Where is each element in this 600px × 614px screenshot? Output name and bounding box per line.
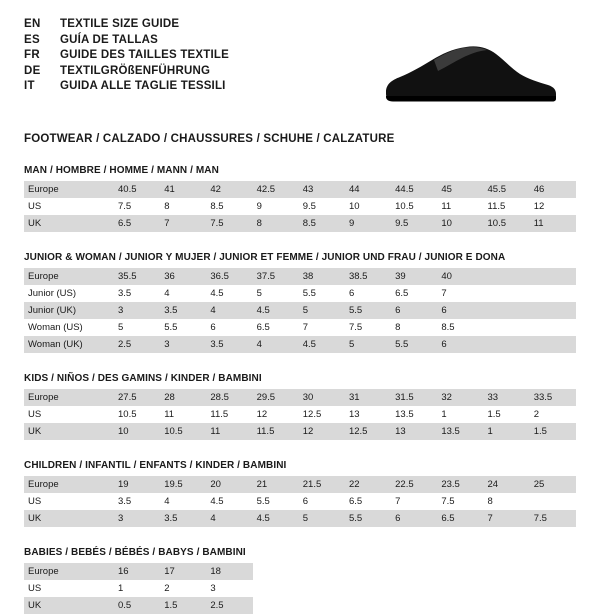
cell: 31 — [345, 389, 391, 406]
cell: 6 — [345, 285, 391, 302]
cell: 5.5 — [391, 336, 437, 353]
cell: 13.5 — [391, 406, 437, 423]
cell: 28.5 — [206, 389, 252, 406]
table-row — [24, 336, 576, 353]
cell: 3.5 — [160, 510, 206, 527]
cell: 11 — [437, 198, 483, 215]
row-label: Woman (UK) — [24, 336, 114, 353]
cell: 8.5 — [206, 198, 252, 215]
group-title: BABIES / BEBÉS / BÉBÉS / BABYS / BAMBINI — [24, 547, 246, 558]
row-label: Europe — [24, 181, 114, 198]
cell: 5 — [114, 319, 160, 336]
cell: 12 — [530, 198, 576, 215]
cell: 22.5 — [391, 476, 437, 493]
group-kids — [24, 373, 576, 440]
table-row — [24, 268, 576, 285]
cell: 7.5 — [345, 319, 391, 336]
cell: 32 — [437, 389, 483, 406]
cell: 8 — [253, 215, 299, 232]
cell: 38 — [299, 268, 345, 285]
language-title: GUIDA ALLE TAGLIE TESSILI — [60, 80, 226, 92]
cell: 40 — [437, 268, 483, 285]
cell — [484, 336, 530, 353]
cell: 8.5 — [437, 319, 483, 336]
cell: 29.5 — [253, 389, 299, 406]
cell: 7 — [437, 285, 483, 302]
cell: 2.5 — [206, 597, 252, 614]
cell — [484, 268, 530, 285]
row-label: Europe — [24, 563, 114, 580]
cell — [530, 302, 576, 319]
cell: 10.5 — [484, 215, 530, 232]
language-code: EN — [24, 18, 41, 30]
cell: 21.5 — [299, 476, 345, 493]
language-code: IT — [24, 80, 35, 92]
cell: 33 — [484, 389, 530, 406]
table-row — [24, 493, 576, 510]
cell: 11 — [160, 406, 206, 423]
cell-empty — [299, 563, 345, 580]
cell-empty — [391, 563, 437, 580]
cell: 40.5 — [114, 181, 160, 198]
cell-empty — [345, 563, 391, 580]
cell: 10.5 — [391, 198, 437, 215]
size-table-man — [24, 181, 576, 232]
cell: 46 — [530, 181, 576, 198]
cell: 2 — [530, 406, 576, 423]
group-title: CHILDREN / INFANTIL / ENFANTS / KINDER / BAMBINI — [24, 460, 287, 471]
cell — [530, 285, 576, 302]
cell: 9.5 — [391, 215, 437, 232]
cell: 8 — [160, 198, 206, 215]
row-label: Europe — [24, 476, 114, 493]
cell: 7 — [484, 510, 530, 527]
cell: 5.5 — [253, 493, 299, 510]
cell — [484, 319, 530, 336]
cell: 6 — [299, 493, 345, 510]
cell: 9 — [345, 215, 391, 232]
cell: 19.5 — [160, 476, 206, 493]
cell: 11 — [206, 423, 252, 440]
cell: 5.5 — [299, 285, 345, 302]
cell: 11.5 — [484, 198, 530, 215]
cell: 10.5 — [114, 406, 160, 423]
table-row — [24, 423, 576, 440]
cell: 17 — [160, 563, 206, 580]
cell-empty — [437, 563, 483, 580]
page-header — [24, 18, 576, 115]
table-row — [24, 406, 576, 423]
group-man — [24, 165, 576, 232]
cell: 1.5 — [484, 406, 530, 423]
cell: 4.5 — [253, 510, 299, 527]
cell: 43 — [299, 181, 345, 198]
cell-empty — [391, 580, 437, 597]
cell: 5.5 — [345, 510, 391, 527]
cell-empty — [530, 580, 576, 597]
table-row — [24, 563, 576, 580]
cell: 16 — [114, 563, 160, 580]
row-label: UK — [24, 510, 114, 527]
language-row — [24, 49, 229, 65]
cell: 4.5 — [206, 285, 252, 302]
cell: 33.5 — [530, 389, 576, 406]
cell: 44.5 — [391, 181, 437, 198]
cell: 21 — [253, 476, 299, 493]
table-row — [24, 510, 576, 527]
cell-empty — [530, 563, 576, 580]
table-row — [24, 285, 576, 302]
row-label: Junior (UK) — [24, 302, 114, 319]
cell: 3.5 — [160, 302, 206, 319]
cell: 24 — [484, 476, 530, 493]
cell: 5.5 — [345, 302, 391, 319]
cell: 3 — [114, 510, 160, 527]
cell: 9.5 — [299, 198, 345, 215]
cell: 6 — [206, 319, 252, 336]
cell: 31.5 — [391, 389, 437, 406]
group-title: JUNIOR & WOMAN / JUNIOR Y MUJER / JUNIOR ET FEMME / JUNIOR UND FRAU / JUNIOR E DONA — [24, 252, 506, 263]
row-label: Europe — [24, 389, 114, 406]
table-row — [24, 319, 576, 336]
cell: 25 — [530, 476, 576, 493]
cell: 8 — [391, 319, 437, 336]
cell: 6.5 — [391, 285, 437, 302]
cell-empty — [345, 580, 391, 597]
cell: 0.5 — [114, 597, 160, 614]
row-label: US — [24, 198, 114, 215]
cell: 3 — [160, 336, 206, 353]
group-title: MAN / HOMBRE / HOMME / MANN / MAN — [24, 165, 219, 176]
cell: 7.5 — [530, 510, 576, 527]
dress-shoe-icon — [378, 40, 558, 115]
language-row — [24, 34, 229, 50]
row-label: UK — [24, 423, 114, 440]
cell: 11 — [530, 215, 576, 232]
table-row — [24, 181, 576, 198]
cell: 42.5 — [253, 181, 299, 198]
cell: 1.5 — [530, 423, 576, 440]
cell: 36 — [160, 268, 206, 285]
table-row — [24, 389, 576, 406]
cell: 13.5 — [437, 423, 483, 440]
cell: 10 — [114, 423, 160, 440]
group-junior-woman — [24, 252, 576, 353]
cell: 6 — [391, 510, 437, 527]
cell: 7 — [160, 215, 206, 232]
cell: 4 — [160, 493, 206, 510]
cell: 36.5 — [206, 268, 252, 285]
cell — [484, 302, 530, 319]
group-babies — [24, 547, 576, 614]
cell-empty — [484, 580, 530, 597]
cell: 2 — [160, 580, 206, 597]
cell: 6.5 — [114, 215, 160, 232]
language-title: TEXTILGRÖßENFÜHRUNG — [60, 64, 211, 77]
cell: 35.5 — [114, 268, 160, 285]
cell: 12 — [253, 406, 299, 423]
cell: 7.5 — [437, 493, 483, 510]
cell-empty — [253, 563, 299, 580]
row-label: US — [24, 406, 114, 423]
cell: 28 — [160, 389, 206, 406]
language-row — [24, 18, 229, 34]
cell: 4.5 — [253, 302, 299, 319]
cell: 5 — [345, 336, 391, 353]
cell: 6 — [437, 302, 483, 319]
row-label: Europe — [24, 268, 114, 285]
cell: 18 — [206, 563, 252, 580]
cell: 9 — [253, 198, 299, 215]
cell: 3 — [114, 302, 160, 319]
cell: 6.5 — [345, 493, 391, 510]
cell: 8.5 — [299, 215, 345, 232]
cell: 5.5 — [160, 319, 206, 336]
table-row — [24, 302, 576, 319]
cell-empty — [484, 563, 530, 580]
cell: 37.5 — [253, 268, 299, 285]
cell: 11.5 — [253, 423, 299, 440]
cell: 23.5 — [437, 476, 483, 493]
cell-empty — [299, 580, 345, 597]
cell: 4 — [206, 510, 252, 527]
language-code: DE — [24, 64, 41, 77]
cell: 10.5 — [160, 423, 206, 440]
cell: 7.5 — [206, 215, 252, 232]
cell: 4 — [206, 302, 252, 319]
cell — [530, 319, 576, 336]
cell: 3.5 — [114, 285, 160, 302]
cell: 5 — [299, 510, 345, 527]
size-table-junior-woman — [24, 268, 576, 353]
cell: 2.5 — [114, 336, 160, 353]
cell: 6.5 — [253, 319, 299, 336]
language-title: GUÍA DE TALLAS — [60, 33, 158, 46]
cell: 4 — [253, 336, 299, 353]
cell: 8 — [484, 493, 530, 510]
cell-empty — [437, 580, 483, 597]
cell: 30 — [299, 389, 345, 406]
table-row — [24, 580, 576, 597]
language-code: ES — [24, 33, 40, 46]
cell: 1.5 — [160, 597, 206, 614]
cell: 5 — [299, 302, 345, 319]
cell: 12.5 — [299, 406, 345, 423]
cell — [530, 493, 576, 510]
cell: 22 — [345, 476, 391, 493]
row-label: US — [24, 580, 114, 597]
cell: 3.5 — [114, 493, 160, 510]
row-label: UK — [24, 597, 114, 614]
cell: 4.5 — [299, 336, 345, 353]
cell: 4 — [160, 285, 206, 302]
cell: 7 — [299, 319, 345, 336]
language-row — [24, 65, 229, 81]
cell: 4.5 — [206, 493, 252, 510]
row-label: US — [24, 493, 114, 510]
cell: 20 — [206, 476, 252, 493]
cell — [530, 268, 576, 285]
cell — [530, 336, 576, 353]
language-title: TEXTILE SIZE GUIDE — [60, 18, 180, 30]
cell: 6.5 — [437, 510, 483, 527]
cell: 6 — [437, 336, 483, 353]
cell: 1 — [484, 423, 530, 440]
cell: 45.5 — [484, 181, 530, 198]
group-title: KIDS / NIÑOS / DES GAMINS / KINDER / BAMBINI — [24, 373, 262, 384]
table-row — [24, 198, 576, 215]
cell: 10 — [437, 215, 483, 232]
size-table-children — [24, 476, 576, 527]
cell: 42 — [206, 181, 252, 198]
cell: 12.5 — [345, 423, 391, 440]
cell: 7.5 — [114, 198, 160, 215]
cell — [484, 285, 530, 302]
language-title: GUIDE DES TAILLES TEXTILE — [60, 49, 229, 61]
table-row — [24, 476, 576, 493]
cell: 3 — [206, 580, 252, 597]
language-title-list — [24, 18, 229, 96]
size-table-babies — [24, 563, 576, 614]
language-code: FR — [24, 49, 40, 61]
cell: 3.5 — [206, 336, 252, 353]
cell: 38.5 — [345, 268, 391, 285]
language-row — [24, 80, 229, 96]
page-title: FOOTWEAR / CALZADO / CHAUSSURES / SCHUHE / CALZATURE — [24, 133, 395, 145]
cell: 7 — [391, 493, 437, 510]
cell: 45 — [437, 181, 483, 198]
cell: 5 — [253, 285, 299, 302]
cell: 1 — [114, 580, 160, 597]
cell-empty — [253, 580, 299, 597]
row-label: Woman (US) — [24, 319, 114, 336]
cell: 19 — [114, 476, 160, 493]
row-label: Junior (US) — [24, 285, 114, 302]
cell: 13 — [391, 423, 437, 440]
cell: 13 — [345, 406, 391, 423]
cell: 41 — [160, 181, 206, 198]
cell: 11.5 — [206, 406, 252, 423]
size-table-kids — [24, 389, 576, 440]
row-label: UK — [24, 215, 114, 232]
group-children — [24, 460, 576, 527]
cell: 27.5 — [114, 389, 160, 406]
cell: 10 — [345, 198, 391, 215]
cell: 44 — [345, 181, 391, 198]
cell: 12 — [299, 423, 345, 440]
cell: 39 — [391, 268, 437, 285]
cell: 6 — [391, 302, 437, 319]
table-row — [24, 215, 576, 232]
cell: 1 — [437, 406, 483, 423]
